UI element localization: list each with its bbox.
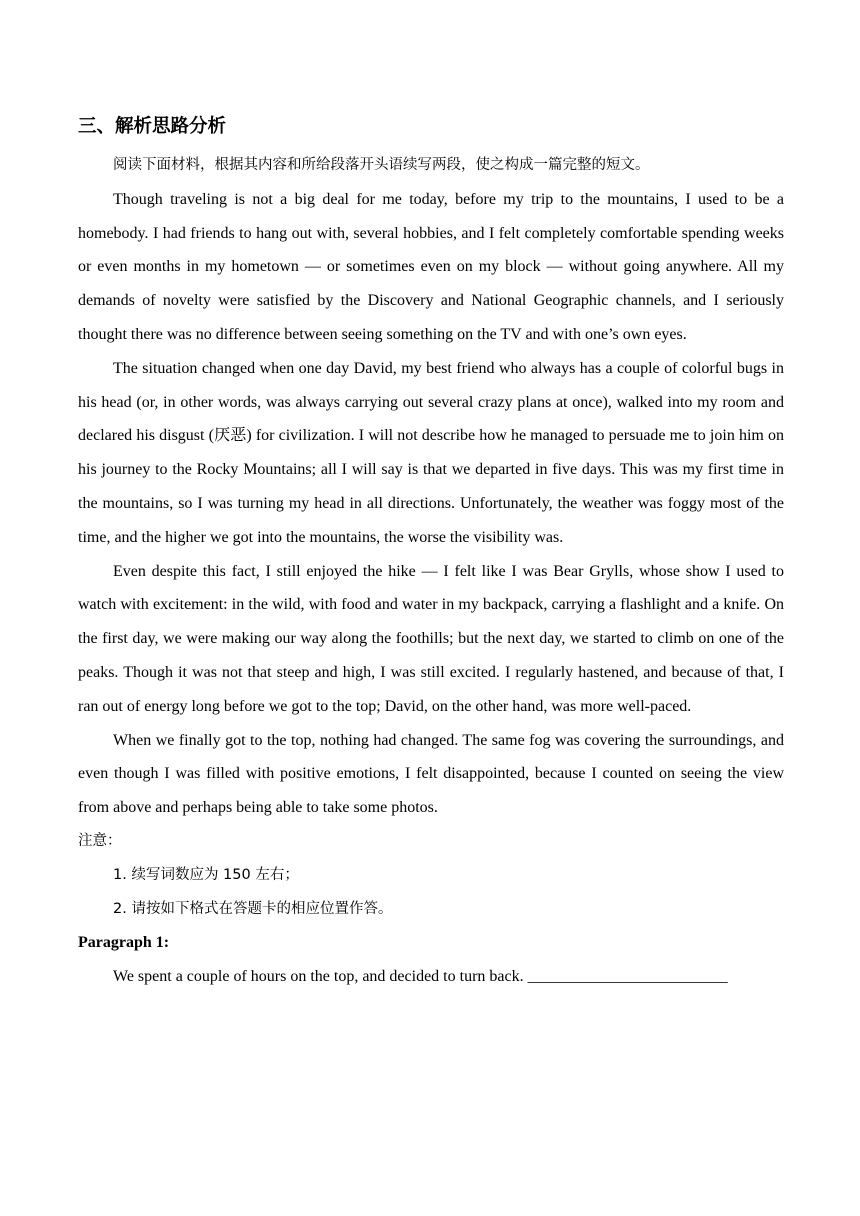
note-label: 注意： [78, 832, 122, 849]
paragraph1-opening: We spent a couple of hours on the top, and decided to turn back. _________________________ [113, 968, 728, 986]
note-item: 2. 请按如下格式在答题卡的相应位置作答。 [113, 900, 393, 917]
note-item: 1. 续写词数应为 150 左右； [113, 866, 299, 883]
passage-paragraph: When we finally got to the top, nothing had changed. The same fog was covering the surroundings, and even though I was filled with positive emotions, I felt disappointed, because I counted on seeing the view from above and perhaps being able to take some photos. [78, 731, 784, 817]
passage-paragraph: Even despite this fact, I still enjoyed the hike — I felt like I was Bear Grylls, whose show I used to watch with excitement: in the wild, with food and water in my backpack, carrying a flashlight and a knife. On the first day, we were making our way along the foothills; but the next day, we started to climb on one of the peaks. Though it was not that steep and high, I was still excited. I regularly hastened, and because of that, I ran out of energy long before we got to the top; David, on the other hand, was more well-paced. [78, 562, 784, 715]
instruction-text: 阅读下面材料，根据其内容和所给段落开头语续写两段，使之构成一篇完整的短文。 [113, 157, 650, 173]
document-body [78, 149, 784, 994]
passage-paragraph: The situation changed when one day David, my best friend who always has a couple of colorful bugs in his head (or, in other words, was always carrying out several crazy plans at once), walked into my room and declared his disgust (厌恶) for civilization. I will not describe how he managed to persuade me to join him on his journey to the Rocky Mountains; all I will say is that we departed in five days. This was my first time in the mountains, so I was turning my head in all directions. Unfortunately, the weather was foggy most of the time, and the higher we got into the mountains, the worse the visibility was. [78, 359, 784, 546]
paragraph1-label: Paragraph 1: [78, 934, 170, 952]
section-heading: 三、解析思路分析 [78, 116, 227, 137]
passage-paragraph: Though traveling is not a big deal for me today, before my trip to the mountains, I used to be a homebody. I had friends to hang out with, several hobbies, and I felt completely comfortable spending weeks or even months in my hometown — or sometimes even on my block — without going anywhere. All my demands of novelty were satisfied by the Discovery and National Geographic channels, and I seriously thought there was no difference between seeing something on the TV and with one’s own eyes. [78, 190, 784, 343]
